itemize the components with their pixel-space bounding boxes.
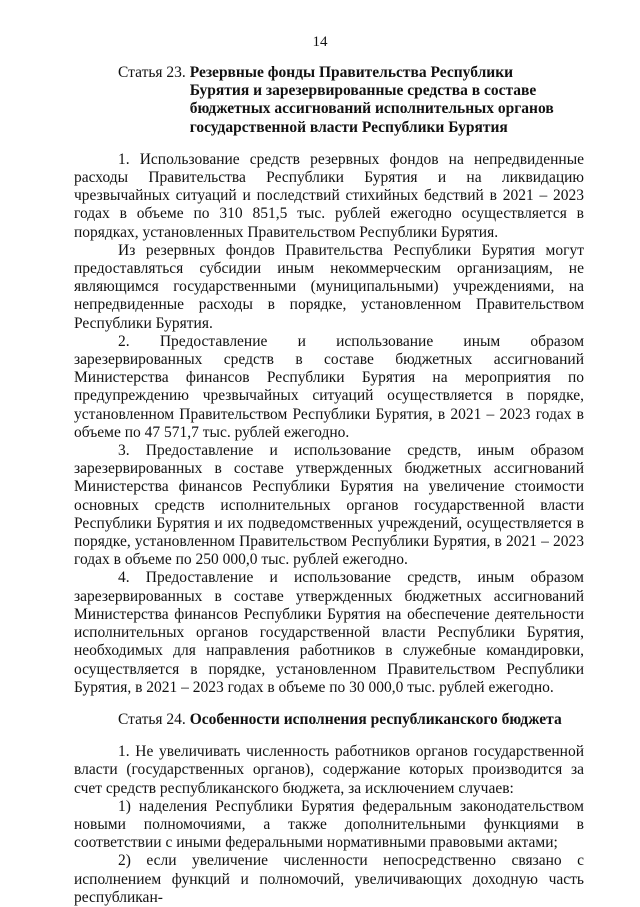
paragraph: Из резервных фондов Правительства Республики Бурятия могут предоставляться субсидии иным некоммерческим организациям, не являющимся государственными (муниципальными) учреждениями, на непредвиденные расходы в порядке, установленном Правительством Республики Бурятия. xyxy=(74,241,584,332)
article-23-heading xyxy=(118,64,584,137)
article-24-number: Статья 24. xyxy=(118,710,190,728)
article-24-body xyxy=(74,743,584,907)
paragraph: 2) если увеличение численности непосредственно связано с исполнением функций и полномочий, увеличивающих доходную часть республикан- xyxy=(74,852,584,906)
paragraph: 1. Использование средств резервных фондов на непредвиденные расходы Правительства Республики Бурятия и на ликвидацию чрезвычайных ситуаций и последствий стихийных бедствий в 2021 – 2023 годах в объеме по 310 851,5 тыс. рублей ежегодно осуществляется в порядках, установленных Правительством Республики Бурятия. xyxy=(74,150,584,241)
paragraph: 4. Предоставление и использование средств, иным образом зарезервированных в составе утвержденных бюджетных ассигнований Министерства финансов Республики Бурятия на обеспечение деятельности исполнительных органов государственной власти Республики Бурятия, необходимых для направления работников в служебные командировки, осуществляется в порядке, установленном Правительством Республики Бурятия, в 2021 – 2023 годах в объеме по 30 000,0 тыс. рублей ежегодно. xyxy=(74,569,584,696)
document-body xyxy=(74,64,584,907)
paragraph: 3. Предоставление и использование средств, иным образом зарезервированных в составе утвержденных бюджетных ассигнований Министерства финансов Республики Бурятия на увеличение стоимости основных средств исполнительных органов государственной власти Республики Бурятия и их подведомственных учреждений, осуществляется в порядке, установленном Правительством Республики Бурятия, в 2021 – 2023 годах в объеме по 250 000,0 тыс. рублей ежегодно. xyxy=(74,442,584,569)
article-23-number: Статья 23. xyxy=(118,64,190,81)
paragraph: 1. Не увеличивать численность работников органов государственной власти (государственных органов), содержание которых производится за счет средств республиканского бюджета, за исключением случаев: xyxy=(74,743,584,797)
paragraph: 2. Предоставление и использование иным образом зарезервированных средств в составе бюджетных ассигнований Министерства финансов Республики Бурятия на мероприятия по предупреждению чрезвычайных ситуаций осуществляется в порядке, установленном Правительством Республики Бурятия, в 2021 – 2023 годах в объеме по 47 571,7 тыс. рублей ежегодно. xyxy=(74,332,584,441)
article-24-title: Особенности исполнения республиканского бюджета xyxy=(189,710,562,728)
article-23-title: Резервные фонды Правительства Республики Бурятия и зарезервированные средства в составе бюджетных ассигнований исполнительных органов государственной власти Республики Бурятия xyxy=(189,64,554,136)
page-number: 14 xyxy=(312,34,328,50)
paragraph: 1) наделения Республики Бурятия федеральным законодательством новыми полномочиями, а также дополнительными функциями в соответствии с иными федеральными нормативными правовыми актами; xyxy=(74,797,584,852)
article-24-heading xyxy=(118,711,584,729)
article-23-body xyxy=(74,151,584,697)
